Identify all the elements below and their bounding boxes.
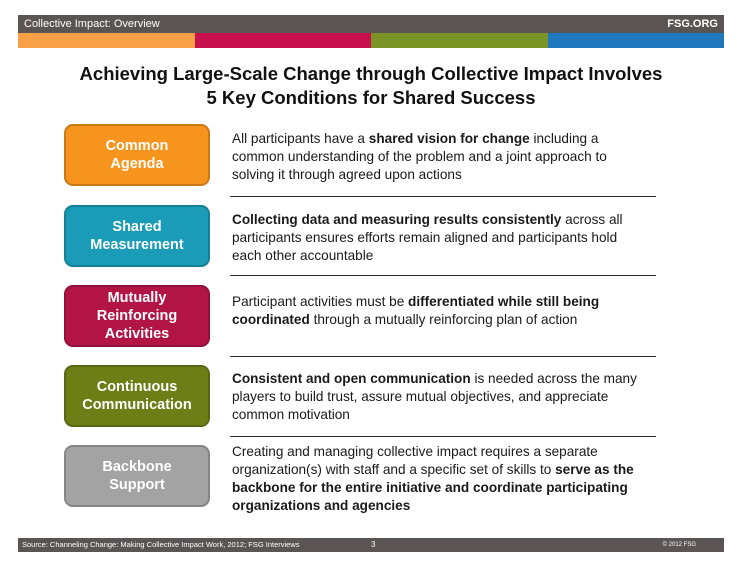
description-emphasis: shared vision for change xyxy=(368,131,530,146)
description-emphasis: Collecting data and measuring results consistently xyxy=(232,212,562,227)
condition-label-box xyxy=(64,445,210,507)
condition-label-line: Agenda xyxy=(110,156,164,172)
footer-source: Source: Channeling Change: Making Collective Impact Work, 2012; FSG Interviews xyxy=(22,540,300,549)
condition-description xyxy=(232,370,646,424)
condition-label-line: Activities xyxy=(104,326,170,342)
stripe-segment-magenta xyxy=(195,33,372,48)
condition-description xyxy=(232,293,646,329)
slide-title xyxy=(18,62,724,110)
brand-label: FSG.ORG xyxy=(667,18,718,30)
stripe-segment-orange xyxy=(18,33,195,48)
condition-label-box xyxy=(64,124,210,186)
page-number: 3 xyxy=(371,540,376,549)
description-emphasis: serve as the backbone for the entire initiative and coordinate participating organizations and agencies xyxy=(232,462,634,513)
condition-label-box xyxy=(64,365,210,427)
condition-label-line: Support xyxy=(109,477,165,493)
description-text: Participant activities must be xyxy=(232,294,409,309)
description-emphasis: Consistent and open communication xyxy=(232,371,471,386)
description-emphasis: differentiated while still being coordinated xyxy=(232,294,600,327)
condition-label-line: Mutually xyxy=(107,290,167,306)
condition-description xyxy=(232,443,646,515)
description-text: including a common understanding of the problem and a joint approach to solving it through agreed upon actions xyxy=(232,131,607,182)
condition-label-line: Shared xyxy=(112,219,162,235)
footer-bar xyxy=(18,538,724,552)
slide-section-title: Collective Impact: Overview xyxy=(24,18,160,30)
stripe-segment-green xyxy=(371,33,548,48)
color-stripe xyxy=(18,33,724,48)
description-text: All participants have a xyxy=(232,131,369,146)
condition-label-line: Communication xyxy=(82,397,192,413)
condition-row xyxy=(60,438,656,518)
condition-label-line: Continuous xyxy=(96,379,178,395)
condition-description xyxy=(232,130,646,184)
condition-label-line: Backbone xyxy=(102,459,172,475)
row-divider xyxy=(230,275,656,276)
description-text: Creating and managing collective impact requires a separate organization(s) with staff and a specific set of skills to xyxy=(232,444,598,477)
copyright: © 2012 FSG xyxy=(662,542,696,548)
condition-row xyxy=(60,358,656,438)
description-text: across all participants ensures efforts remain aligned and participants hold each other accountable xyxy=(232,212,623,263)
row-divider xyxy=(230,356,656,357)
description-text: through a mutually reinforcing plan of action xyxy=(309,312,578,327)
condition-row xyxy=(60,197,656,277)
row-divider xyxy=(230,436,656,437)
condition-label-line: Reinforcing xyxy=(96,308,178,324)
slide-title-line-2: 5 Key Conditions for Shared Success xyxy=(206,87,536,108)
condition-row xyxy=(60,118,656,198)
slide-title-line-1: Achieving Large-Scale Change through Collective Impact Involves xyxy=(79,63,663,84)
condition-description xyxy=(232,211,646,265)
condition-label-line: Measurement xyxy=(90,237,184,253)
condition-row xyxy=(60,278,656,358)
header-bar xyxy=(18,15,724,33)
stripe-segment-blue xyxy=(548,33,725,48)
condition-label-box xyxy=(64,205,210,267)
description-text: is needed across the many players to build trust, assure mutual objectives, and appreciate common motivation xyxy=(232,371,637,422)
condition-label-box xyxy=(64,285,210,347)
condition-label-line: Common xyxy=(105,138,169,154)
